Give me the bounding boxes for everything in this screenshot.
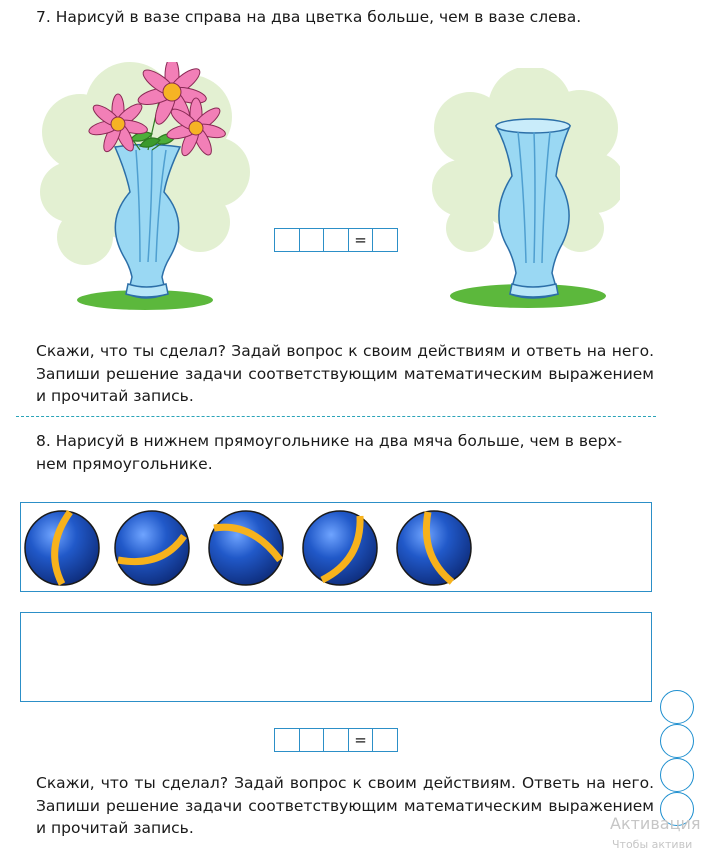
ball-icon <box>25 511 99 585</box>
section-divider <box>16 416 656 417</box>
equation-cell[interactable] <box>299 228 325 252</box>
equation-cells-task-7[interactable] <box>274 228 398 252</box>
ball-icon <box>397 511 471 585</box>
activation-watermark-line-1: Активация <box>610 814 701 833</box>
task-8-title-line-1: 8. Нарисуй в нижнем прямоугольнике на два мяча больше, чем в верх- <box>36 432 623 450</box>
empty-vase-illustration <box>430 68 620 316</box>
activation-watermark-line-2: Чтобы активи <box>612 838 693 851</box>
equation-answer-cell[interactable] <box>372 728 398 752</box>
answer-circle[interactable] <box>660 724 694 758</box>
task-8-title-line-2: нем прямоугольнике. <box>36 455 213 473</box>
equation-cell[interactable] <box>274 228 300 252</box>
task-7-title: 7. Нарисуй в вазе справа на два цветка больше, чем в вазе слева. <box>36 8 582 26</box>
equals-sign-cell: = <box>348 728 374 752</box>
equation-answer-cell[interactable] <box>372 228 398 252</box>
equation-cell[interactable] <box>323 728 349 752</box>
balls-row <box>22 508 482 588</box>
ball-icon <box>303 511 377 585</box>
equals-sign-cell: = <box>348 228 374 252</box>
side-circles-column <box>660 690 698 826</box>
answer-circle[interactable] <box>660 758 694 792</box>
ball-icon <box>209 511 283 585</box>
equation-cell[interactable] <box>323 228 349 252</box>
lower-drawing-rectangle[interactable] <box>20 612 652 702</box>
equation-cell[interactable] <box>274 728 300 752</box>
task-8-instructions: Скажи, что ты сделал? Задай вопрос к своим действиям. Ответь на него. Запиши решение задачи соответствующим математическим выражением и прочитай запись. <box>36 774 654 837</box>
answer-circle[interactable] <box>660 690 694 724</box>
flower-vase-illustration <box>40 62 250 312</box>
task-7-instructions: Скажи, что ты сделал? Задай вопрос к своим действиям и ответь на него. Запиши решение задачи соответствующим математическим выражением и прочитай запись. <box>36 342 654 405</box>
equation-cell[interactable] <box>299 728 325 752</box>
ball-icon <box>115 511 189 585</box>
equation-cells-task-8[interactable] <box>274 728 398 752</box>
